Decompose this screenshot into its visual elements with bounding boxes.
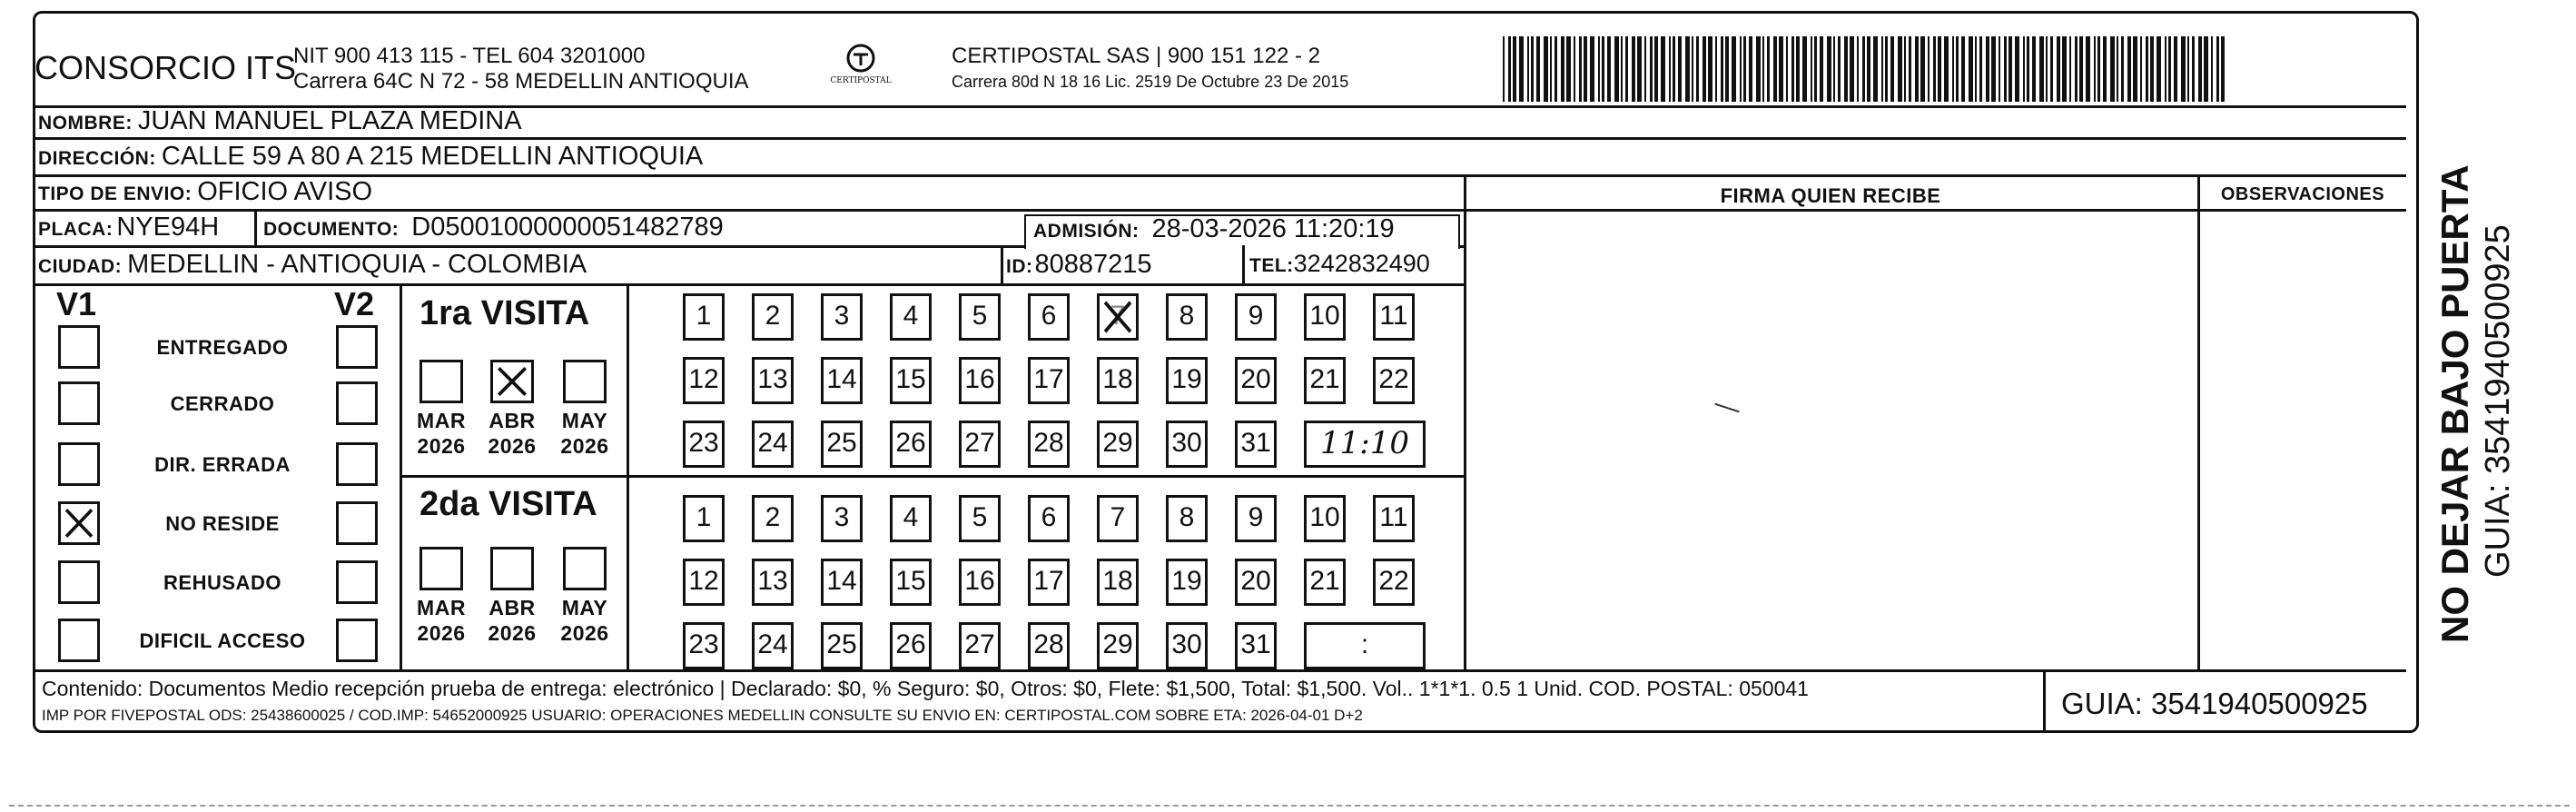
barcode-bar [1743,36,1746,102]
barcode-bar [1844,36,1848,102]
day-checkbox[interactable]: 2 [752,293,794,341]
day-checkbox[interactable]: 3 [821,293,863,341]
day-checkbox[interactable]: 25 [821,421,863,468]
barcode-bar [1554,36,1557,102]
barcode-bar [1749,36,1752,102]
v2-checkbox[interactable] [336,619,378,662]
barcode-bar [1637,36,1642,102]
v1-checkbox[interactable] [58,442,100,486]
day-checkbox[interactable]: 13 [752,559,794,606]
barcode-bar [1773,36,1777,102]
v1-checkbox[interactable] [58,381,100,425]
barcode-bar [2075,36,2078,102]
barcode-bar [1961,36,1965,102]
barcode-bar [1979,36,1982,102]
tipo-row [38,177,372,207]
barcode-bar [1827,36,1831,102]
day-checkbox[interactable]: 28 [1028,622,1070,669]
barcode-bar [2133,36,2137,102]
barcode-bar [2027,36,2029,102]
barcode-bar [2174,36,2177,102]
barcode-bar [1550,36,1552,102]
barcode-bar [1850,36,1854,102]
barcode-bar [1725,36,1729,102]
day-checkbox[interactable]: 3 [821,495,863,542]
firma-header: FIRMA QUIEN RECIBE [1720,184,1941,207]
barcode-bar [2165,36,2166,102]
footer-line-1: Contenido: Documentos Medio recepción prueba de entrega: electrónico | Declarado: $0, % Seguro: $0, Otros: $0, Flete: $1,500, Total: $1,500. Vol.. 1*1*1. 0.5 1 Unid. COD. POSTAL: 050041 [42,677,1809,700]
side-notice: NO DEJAR BAJO PUERTA [2433,164,2476,643]
year-label: 2026 [488,621,537,645]
day-checkbox[interactable]: 29 [1097,421,1139,468]
barcode-bar [1791,36,1794,102]
barcode-bar [1519,36,1524,102]
certipostal-address: Carrera 80d N 18 16 Lic. 2519 De Octubre 23 De 2015 [952,73,1349,91]
barcode-bar [1566,36,1571,102]
month-label: MAR [417,596,466,619]
barcode-bar [1574,36,1575,102]
barcode-bar [1602,36,1604,102]
day-checkbox[interactable]: 4 [890,293,932,341]
barcode-bar [1544,36,1548,102]
barcode-icon [1503,36,2229,102]
v1-checkbox[interactable] [58,619,100,662]
barcode-bar [1928,36,1930,102]
v2-checkbox[interactable] [336,560,378,604]
barcode-bar [1999,36,2000,102]
day-checkbox[interactable]: 27 [959,622,1001,669]
day-checkbox[interactable]: 30 [1166,421,1208,468]
day-checkbox[interactable]: 15 [890,559,932,606]
day-checkbox[interactable]: 16 [959,357,1001,404]
documento-row [263,213,724,243]
ciudad-value: MEDELLIN - ANTIOQUIA - COLOMBIA [127,250,587,279]
side-guia: GUIA: 3541940500925 [2479,224,2517,578]
barcode-bar [1696,36,1699,102]
day-checkbox[interactable]: 18 [1097,357,1139,404]
reason-label: DIFICIL ACCESO [139,629,306,652]
day-checkbox[interactable]: 7 [1097,495,1139,542]
barcode-bar [2157,36,2161,102]
month-checkbox[interactable] [419,360,463,403]
barcode-bar [2023,36,2025,102]
day-checkbox[interactable]: 20 [1235,559,1277,606]
x-mark-icon [61,504,97,542]
barcode-bar [1598,36,1600,102]
tel-label: TEL: [1249,255,1294,276]
day-checkbox[interactable]: 6 [1028,495,1070,542]
barcode-bar [1625,36,1628,102]
barcode-bar [1527,36,1529,102]
barcode-bar [2004,36,2007,102]
ciudad-label: CIUDAD: [38,256,123,277]
day-checkbox[interactable]: 23 [683,421,725,468]
tipo-label: TIPO DE ENVIO: [38,183,192,204]
direccion-value: CALLE 59 A 80 A 215 MEDELLIN ANTIOQUIA [161,142,704,171]
barcode-bar [1673,36,1675,102]
barcode-bar [1786,36,1788,102]
barcode-bar [1703,36,1706,102]
id-value: 80887215 [1034,250,1152,279]
barcode-bar [2198,36,2202,102]
barcode-bar [1885,36,1888,102]
year-label: 2026 [417,621,466,645]
day-checkbox[interactable]: 17 [1028,357,1070,404]
barcode-bar [2039,36,2044,102]
day-checkbox[interactable]: 2 [752,495,794,542]
barcode-bar [1650,36,1653,102]
x-mark-icon [1100,296,1136,338]
day-checkbox[interactable] [1097,293,1139,341]
day-checkbox[interactable]: 24 [752,622,794,669]
day-checkbox[interactable]: 30 [1166,622,1208,669]
first-visit-title: 1ra VISITA [419,294,590,332]
barcode-bar [1811,36,1812,102]
year-label: 2026 [560,621,609,645]
direccion-row [38,142,703,172]
v1-checkbox[interactable] [58,501,100,545]
day-checkbox[interactable]: 8 [1166,293,1208,341]
day-checkbox[interactable]: 9 [1235,293,1277,341]
barcode-bar [1708,36,1712,102]
reason-label: CERRADO [170,392,275,415]
v1-header: V1 [56,285,97,322]
barcode-bar [2079,36,2083,102]
barcode-bar [1621,36,1623,102]
id-row [1006,250,1152,280]
admision-label: ADMISIÓN: [1033,221,1140,242]
barcode-bar [2204,36,2208,102]
barcode-bar [1614,36,1619,102]
day-checkbox[interactable]: 5 [959,293,1001,341]
nombre-value: JUAN MANUEL PLAZA MEDINA [137,106,522,135]
barcode-bar [1938,36,1941,102]
barcode-bar [1991,36,1996,102]
barcode-bar [1833,36,1835,102]
day-checkbox[interactable]: 16 [959,559,1001,606]
barcode-bar [1909,36,1911,102]
time-field[interactable]: 11:10 [1304,421,1426,468]
documento-label: DOCUMENTO: [263,219,400,240]
day-checkbox[interactable]: 1 [683,293,725,341]
day-checkbox[interactable]: 23 [683,622,725,669]
barcode-bar [1584,36,1587,102]
day-checkbox[interactable]: 8 [1166,495,1208,542]
barcode-bar [1503,36,1505,102]
day-checkbox[interactable]: 24 [752,421,794,468]
reason-label: REHUSADO [163,571,281,594]
barcode-bar [1920,36,1925,102]
month-label: ABR [489,596,536,619]
barcode-bar [1802,36,1807,102]
v2-checkbox[interactable] [336,442,378,486]
admision-row [1033,214,1395,244]
month-checkbox[interactable] [563,547,607,590]
footer-line-2: IMP POR FIVEPOSTAL ODS: 25438600025 / COD.IMP: 54652000925 USUARIO: OPERACIONES MEDELLIN CONSULTE SU ENVIO EN: CERTIPOSTAL.COM SOBRE ETA: 2026-04-01 D+2 [42,707,1363,724]
barcode-bar [1867,36,1870,102]
barcode-bar [1715,36,1717,102]
barcode-bar [2121,36,2124,102]
barcode-bar [2211,36,2213,102]
barcode-bar [1678,36,1682,102]
certipostal-logo [830,42,892,96]
v2-header: V2 [334,285,375,322]
barcode-bar [1531,36,1534,102]
barcode-bar [1857,36,1859,102]
v2-checkbox[interactable] [336,325,378,369]
placa-label: PLACA: [38,219,114,240]
barcode-bar [1952,36,1954,102]
company-address: Carrera 64C N 72 - 58 MEDELLIN ANTIOQUIA [293,69,749,94]
day-checkbox[interactable]: 31 [1235,622,1277,669]
day-checkbox[interactable]: 5 [959,495,1001,542]
barcode-bar [1890,36,1894,102]
barcode-bar [1975,36,1977,102]
barcode-bar [1536,36,1540,102]
day-checkbox[interactable]: 18 [1097,559,1139,606]
barcode-bar [2062,36,2067,102]
barcode-bar [1513,36,1516,102]
day-checkbox[interactable]: 26 [890,421,932,468]
barcode-bar [2110,36,2115,102]
barcode-bar [1732,36,1736,102]
barcode-bar [1881,36,1883,102]
barcode-bar [1590,36,1594,102]
day-checkbox[interactable]: 27 [959,421,1001,468]
barcode-bar [2168,36,2171,102]
barcode-bar [1933,36,1936,102]
barcode-bar [2046,36,2048,102]
barcode-bar [1820,36,1823,102]
tel-value: 3242832490 [1293,250,1430,277]
day-checkbox[interactable]: 26 [890,622,932,669]
barcode-bar [1969,36,1973,102]
observaciones-header: OBSERVACIONES [2220,184,2385,204]
barcode-bar [2057,36,2060,102]
barcode-bar [2181,36,2186,102]
barcode-bar [2146,36,2148,102]
placa-value: NYE94H [116,213,220,242]
direccion-label: DIRECCIÓN: [38,148,156,169]
day-checkbox[interactable]: 4 [890,495,932,542]
scan-edge [9,805,2570,807]
reason-label: ENTREGADO [156,336,289,359]
barcode-bar [1756,36,1761,102]
barcode-bar [2032,36,2036,102]
logo-text: CERTIPOSTAL [830,76,892,85]
day-checkbox[interactable]: 14 [821,357,863,404]
barcode-bar [1692,36,1693,102]
v1-checkbox[interactable] [58,325,100,369]
admision-value: 28-03-2026 11:20:19 [1151,214,1395,243]
tipo-value: OFICIO AVISO [197,177,373,206]
day-checkbox[interactable]: 12 [683,357,725,404]
barcode-bar [2103,36,2107,102]
barcode-bar [2150,36,2154,102]
month-checkbox[interactable] [419,547,463,590]
barcode-bar [1956,36,1959,102]
barcode-bar [2187,36,2189,102]
barcode-bar [2050,36,2053,102]
barcode [1503,36,2229,102]
month-checkbox[interactable] [490,360,534,403]
company-name: CONSORCIO ITS [35,49,297,86]
barcode-bar [1915,36,1919,102]
barcode-bar [1814,36,1817,102]
footer-guia: GUIA: 3541940500925 [2061,687,2368,720]
month-label: ABR [489,409,536,432]
barcode-bar [2097,36,2100,102]
id-label: ID: [1006,256,1033,277]
barcode-bar [1644,36,1646,102]
month-label: MAY [561,409,608,432]
day-checkbox[interactable]: 21 [1304,559,1346,606]
barcode-bar [1632,36,1635,102]
tel-row [1249,250,1430,278]
barcode-bar [1898,36,1902,102]
day-checkbox[interactable]: 29 [1097,622,1139,669]
month-label: MAR [417,409,466,432]
barcode-bar [2117,36,2118,102]
barcode-bar [1579,36,1582,102]
placa-row [38,213,219,243]
v1-checkbox[interactable] [58,560,100,604]
day-checkbox[interactable]: 1 [683,495,725,542]
barcode-bar [1762,36,1764,102]
barcode-bar [2221,36,2225,102]
barcode-bar [1767,36,1770,102]
day-checkbox[interactable]: 28 [1028,421,1070,468]
day-checkbox[interactable]: 6 [1028,293,1070,341]
barcode-bar [2008,36,2012,102]
month-checkbox[interactable] [563,360,607,403]
barcode-bar [2127,36,2131,102]
barcode-bar [1721,36,1723,102]
month-checkbox[interactable] [490,547,534,590]
barcode-bar [1669,36,1671,102]
barcode-bar [1862,36,1865,102]
barcode-bar [1607,36,1611,102]
x-mark-icon [493,362,531,401]
day-checkbox[interactable]: 21 [1304,357,1346,404]
day-checkbox[interactable]: 31 [1235,421,1277,468]
day-checkbox[interactable]: 22 [1373,357,1415,404]
day-checkbox[interactable]: 22 [1373,559,1415,606]
day-checkbox[interactable]: 9 [1235,495,1277,542]
day-checkbox[interactable]: 12 [683,559,725,606]
barcode-bar [2015,36,2019,102]
year-label: 2026 [560,434,609,458]
month-label: MAY [561,596,608,619]
barcode-bar [1944,36,1949,102]
barcode-bar [2140,36,2142,102]
day-checkbox[interactable]: 14 [821,559,863,606]
reason-label: DIR. ERRADA [154,453,291,476]
barcode-bar [1740,36,1742,102]
barcode-bar [1685,36,1690,102]
barcode-bar [1654,36,1658,102]
barcode-bar [1661,36,1665,102]
day-number: 7 [1110,301,1126,331]
barcode-bar [1779,36,1783,102]
barcode-bar [1508,36,1511,102]
barcode-bar [1986,36,1989,102]
barcode-bar [2192,36,2195,102]
day-checkbox[interactable]: 11 [1373,495,1415,542]
day-checkbox[interactable]: 11 [1373,293,1415,341]
day-checkbox[interactable]: 19 [1166,559,1208,606]
barcode-bar [1796,36,1800,102]
year-label: 2026 [488,434,537,458]
barcode-bar [1838,36,1841,102]
reason-label: NO RESIDE [165,512,280,535]
barcode-bar [1873,36,1878,102]
day-checkbox[interactable]: 15 [890,357,932,404]
day-checkbox[interactable]: 25 [821,622,863,669]
barcode-bar [2069,36,2071,102]
nombre-row [38,106,522,136]
day-checkbox[interactable]: 17 [1028,559,1070,606]
barcode-bar [2216,36,2219,102]
day-checkbox[interactable]: 10 [1304,495,1346,542]
day-checkbox[interactable]: 19 [1166,357,1208,404]
barcode-bar [1561,36,1564,102]
barcode-bar [2094,36,2096,102]
time-field[interactable]: : [1304,622,1426,669]
certipostal-logo-icon [834,42,888,96]
day-checkbox[interactable]: 10 [1304,293,1346,341]
certipostal-line: CERTIPOSTAL SAS | 900 151 122 - 2 [952,44,1320,68]
second-visit-title: 2da VISITA [419,485,597,523]
year-label: 2026 [417,434,466,458]
v2-checkbox[interactable] [336,501,378,545]
documento-value: D05001000000051482789 [411,213,724,242]
company-nit: NIT 900 413 115 - TEL 604 3201000 [293,44,646,68]
barcode-bar [1904,36,1906,102]
day-checkbox[interactable]: 20 [1235,357,1277,404]
v2-checkbox[interactable] [336,381,378,425]
barcode-bar [2086,36,2090,102]
nombre-label: NOMBRE: [38,113,133,134]
day-checkbox[interactable]: 13 [752,357,794,404]
ciudad-row [38,250,587,280]
